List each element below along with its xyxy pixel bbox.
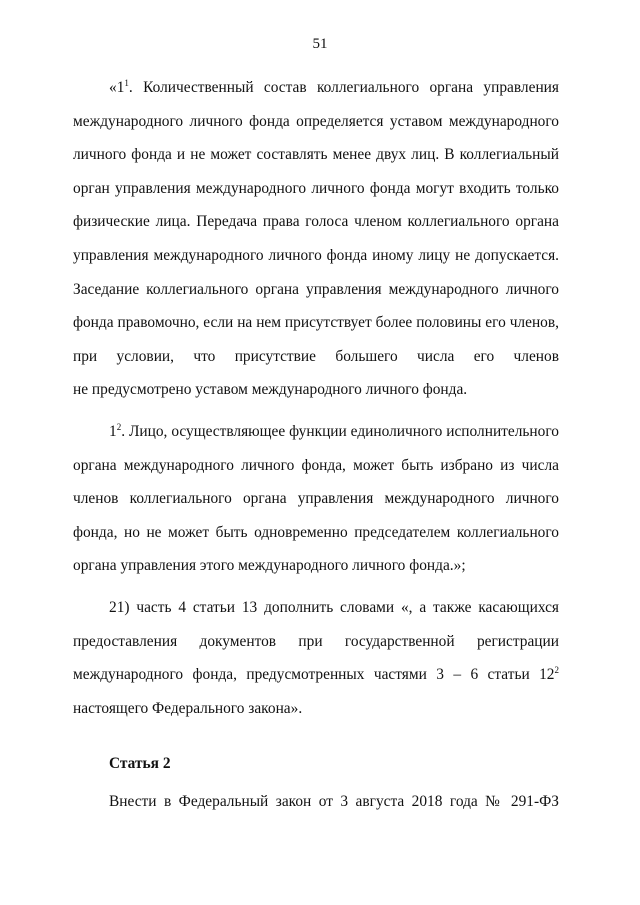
paragraph-4 <box>73 785 559 819</box>
paragraph-2-line-1 <box>73 415 559 449</box>
paragraph-3 <box>73 591 559 725</box>
text-fragment: международного фонда, предусмотренных частями 3 – 6 статьи 12 <box>73 666 555 684</box>
paragraph-1-line-8: фонда правомочно, если на нем присутствует более половины его членов, <box>73 314 559 332</box>
text-fragment: 1 <box>109 422 117 440</box>
page-number: 51 <box>312 36 328 52</box>
article-heading: Статья 2 <box>109 755 171 773</box>
paragraph-1-line-9: при условии, что присутствие большего числа его членов <box>73 347 559 365</box>
paragraph-1-line-10: не предусмотрено уставом международного личного фонда. <box>73 381 468 399</box>
paragraph-1-line-2: международного личного фонда определяется уставом международного <box>73 112 559 130</box>
paragraph-1-line-1 <box>73 71 559 105</box>
paragraph-3-line-2: предоставления документов при государственной регистрации <box>73 632 559 650</box>
text-fragment: . Количественный состав коллегиального органа управления <box>128 79 559 96</box>
paragraph-2 <box>73 415 559 583</box>
paragraph-1-line-5: физические лица. Передача права голоса членом коллегиального органа <box>73 213 559 231</box>
superscript: 2 <box>554 665 559 676</box>
paragraph-2-line-2: органа международного личного фонда, может быть избрано из числа <box>73 456 559 474</box>
paragraph-1-line-6: управления международного личного фонда иному лицу не допускается. <box>73 246 559 264</box>
paragraph-1-line-3: личного фонда и не может составлять менее двух лиц. В коллегиальный <box>73 146 559 164</box>
paragraph-1 <box>73 71 559 407</box>
paragraph-2-line-4: фонда, но не может быть одновременно председателем коллегиального <box>73 523 559 541</box>
document-body <box>73 71 559 818</box>
text-fragment: . Лицо, осуществляющее функции единоличного исполнительного <box>121 422 559 440</box>
paragraph-3-line-1: 21) часть 4 статьи 13 дополнить словами «, а также касающихся <box>109 598 559 616</box>
paragraph-2-line-3: членов коллегиального органа управления международного личного <box>73 490 559 508</box>
paragraph-3-line-4: настоящего Федерального закона». <box>73 699 303 717</box>
paragraph-3-line-3 <box>73 658 559 692</box>
paragraph-1-line-7: Заседание коллегиального органа управления международного личного <box>73 280 559 298</box>
paragraph-2-line-5: органа управления этого международного личного фонда.»; <box>73 557 466 575</box>
paragraph-1-line-4: орган управления международного личного фонда могут входить только <box>73 179 559 197</box>
text-fragment: «1 <box>109 79 125 96</box>
superscript: 2 <box>116 421 122 432</box>
paragraph-4-line-1: Внести в Федеральный закон от 3 августа 2018 года № 291-ФЗ <box>109 792 559 810</box>
superscript: 1 <box>124 78 129 88</box>
